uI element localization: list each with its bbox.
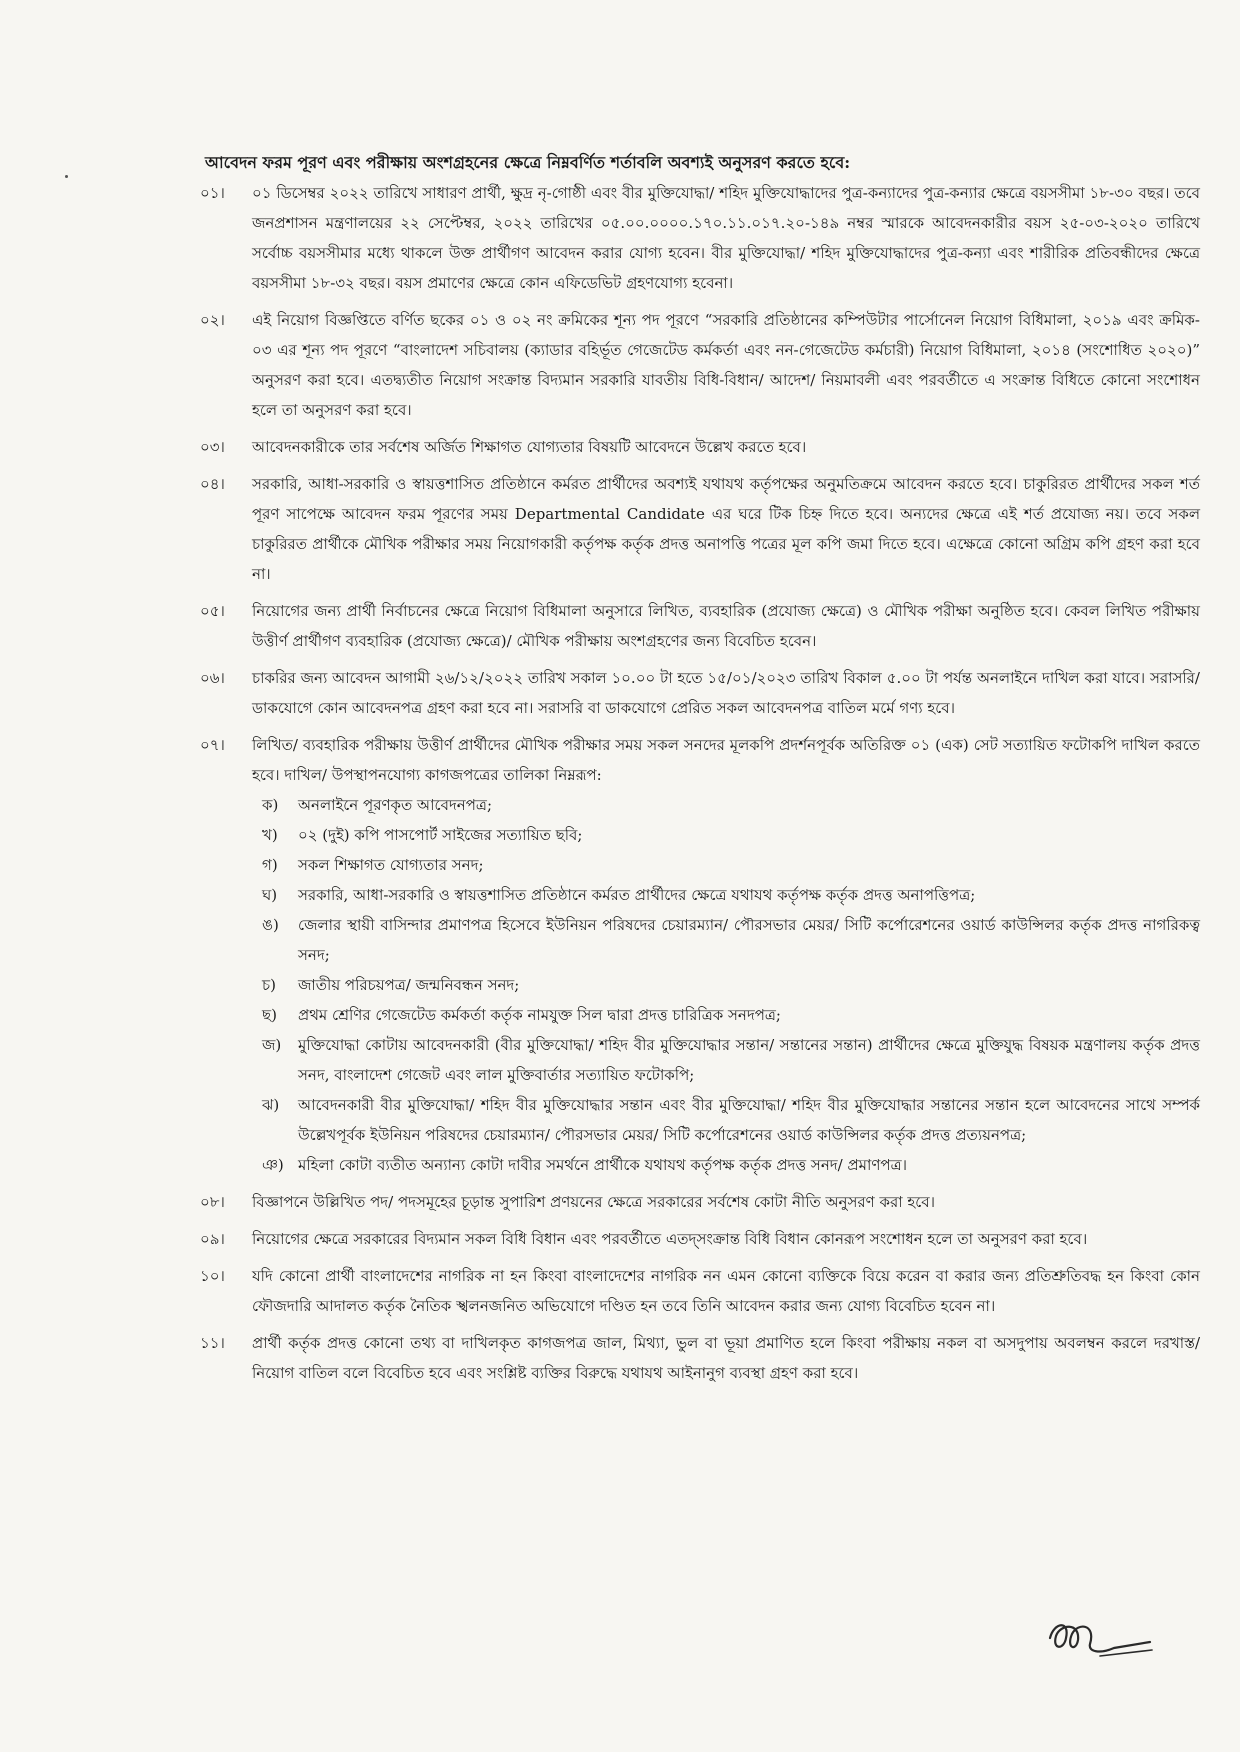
checklist-item [262, 880, 1200, 910]
signature-mark [1040, 1608, 1160, 1664]
checklist-letter: ক) [262, 796, 279, 814]
checklist-text: মহিলা কোটা ব্যতীত অন্যান্য কোটা দাবীর সমর্থনে প্রার্থীকে যথাযথ কর্তৃপক্ষ কর্তৃক প্রদত্ত সনদ/ প্রমাণপত্র। [298, 1156, 907, 1174]
condition-text: বিজ্ঞাপনে উল্লিখিত পদ/ পদসমূহের চূড়ান্ত সুপারিশ প্রণয়নের ক্ষেত্রে সরকারের সর্বশেষ কোটা নীতি অনুসরণ করা হবে। [252, 1193, 935, 1211]
checklist-letter: জ) [262, 1036, 282, 1054]
checklist-text: সকল শিক্ষাগত যোগ্যতার সনদ; [298, 856, 484, 874]
condition-number: ০২। [200, 311, 225, 329]
condition-text: এই নিয়োগ বিজ্ঞপ্তিতে বর্ণিত ছকের ০১ ও ০২ নং ক্রমিকের শূন্য পদ পূরণে “সরকারি প্রতিষ্ঠানের কম্পিউটার পার্সোনেল নিয়োগ বিধিমালা, ২০১৯ এবং ক্রমিক- ০৩ এর শূন্য পদ পূরণে “বাংলাদেশ সচিবালয় (ক্যাডার বহির্ভূত গেজেটেড কর্মকর্তা এবং নন-গেজেটেড কর্মচারী) নিয়োগ বিধিমালা, ২০১৪ (সংশোধিত ২০২০)” অনুসরণ করা হবে। এতদ্ব্যতীত নিয়োগ সংক্রান্ত বিদ্যমান সরকারি যাবতীয় বিধি-বিধান/ আদেশ/ নিয়মাবলী এবং পরবর্তীতে এ সংক্রান্ত বিধিতে কোনো সংশোধন হলে তা অনুসরণ করা হবে। [252, 311, 1200, 419]
condition-text: যদি কোনো প্রার্থী বাংলাদেশের নাগরিক না হন কিংবা বাংলাদেশের নাগরিক নন এমন কোনো ব্যক্তিকে বিয়ে করেন বা করার জন্য প্রতিশ্রুতিবদ্ধ হন কিংবা কোন ফৌজদারি আদালত কর্তৃক নৈতিক স্খলনজনিত অভিযোগে দণ্ডিত হন তবে তিনি আবেদন করার জন্য যোগ্য বিবেচিত হবেন না। [252, 1267, 1200, 1315]
scan-speck [65, 175, 68, 178]
condition-item [200, 1261, 1200, 1321]
checklist-letter: ঝ) [262, 1096, 280, 1114]
checklist-item [262, 850, 1200, 880]
condition-text: ০১ ডিসেম্বর ২০২২ তারিখে সাধারণ প্রার্থী, ক্ষুদ্র নৃ-গোষ্ঠী এবং বীর মুক্তিযোদ্ধা/ শহিদ মুক্তিযোদ্ধাদের পুত্র-কন্যাদের পুত্র-কন্যার ক্ষেত্রে বয়সসীমা ১৮-৩০ বছর। তবে জনপ্রশাসন মন্ত্রণালয়ের ২২ সেপ্টেম্বর, ২০২২ তারিখের ০৫.০০.০০০০.১৭০.১১.০১৭.২০-১৪৯ নম্বর স্মারকে আবেদনকারীর বয়স ২৫-০৩-২০২০ তারিখে সর্বোচ্চ বয়সসীমার মধ্যে থাকলে উক্ত প্রার্থীগণ আবেদন করার যোগ্য হবেন। বীর মুক্তিযোদ্ধা/ শহিদ মুক্তিযোদ্ধাদের পুত্র-কন্যা এবং শারীরিক প্রতিবন্ধীদের ক্ষেত্রে বয়সসীমা ১৮-৩২ বছর। বয়স প্রমাণের ক্ষেত্রে কোন এফিডেভিট গ্রহণযোগ্য হবেনা। [252, 184, 1200, 292]
condition-text: সরকারি, আধা-সরকারি ও স্বায়ত্তশাসিত প্রতিষ্ঠানে কর্মরত প্রার্থীদের অবশ্যই যথাযথ কর্তৃপক্ষের অনুমতিক্রমে আবেদন করতে হবে। চাকুরিরত প্রার্থীদের সকল শর্ত পূরণ সাপেক্ষে আবেদন ফরম পূরণের সময় Departmental Candidate এর ঘরে টিক চিহ্ন দিতে হবে। অন্যদের ক্ষেত্রে এই শর্ত প্রযোজ্য নয়। তবে সকল চাকুরিরত প্রার্থীকে মৌখিক পরীক্ষার সময় নিয়োগকারী কর্তৃপক্ষ কর্তৃক প্রদত্ত অনাপত্তি পত্রের মূল কপি জমা দিতে হবে। এক্ষেত্রে কোনো অগ্রিম কপি গ্রহণ করা হবে না। [252, 475, 1200, 583]
checklist-letter: ঙ) [262, 916, 279, 934]
checklist-text: অনলাইনে পূরণকৃত আবেদনপত্র; [298, 796, 493, 814]
condition-number: ০৭। [200, 736, 225, 754]
checklist-text: ০২ (দুই) কপি পাসপোর্ট সাইজের সত্যায়িত ছবি; [298, 826, 583, 844]
condition-item [200, 178, 1200, 298]
condition-number: ১০। [200, 1267, 225, 1285]
condition-number: ০৩। [200, 438, 225, 456]
condition-item [200, 469, 1200, 589]
checklist-letter: ছ) [262, 1006, 277, 1024]
checklist-item [262, 820, 1200, 850]
checklist-letter: খ) [262, 826, 278, 844]
checklist-letter: ঞ) [262, 1156, 284, 1174]
checklist-text: জাতীয় পরিচয়পত্র/ জন্মনিবন্ধন সনদ; [298, 976, 520, 994]
checklist-item [262, 1030, 1200, 1090]
condition-number: ০৮। [200, 1193, 225, 1211]
checklist-item [262, 970, 1200, 1000]
condition-number: ১১। [200, 1334, 225, 1352]
condition-text: নিয়োগের ক্ষেত্রে সরকারের বিদ্যমান সকল বিধি বিধান এবং পরবর্তীতে এতদ্সংক্রান্ত বিধি বিধান কোনরূপ সংশোধন হলে তা অনুসরণ করা হবে। [252, 1230, 1088, 1248]
condition-item [200, 1187, 1200, 1217]
condition-number: ০৪। [200, 475, 225, 493]
conditions-heading: আবেদন ফরম পূরণ এবং পরীক্ষায় অংশগ্রহনের ক্ষেত্রে নিম্নবর্ণিত শর্তাবলি অবশ্যই অনুসরণ করতে হবে: [205, 153, 851, 172]
condition-item [200, 1224, 1200, 1254]
checklist-letter: ঘ) [262, 886, 278, 904]
checklist-item [262, 1150, 1200, 1180]
condition-text: প্রার্থী কর্তৃক প্রদত্ত কোনো তথ্য বা দাখিলকৃত কাগজপত্র জাল, মিথ্যা, ভুল বা ভূয়া প্রমাণিত হলে কিংবা পরীক্ষায় নকল বা অসদুপায় অবলম্বন করলে দরখাস্ত/ নিয়োগ বাতিল বলে বিবেচিত হবে এবং সংশ্লিষ্ট ব্যক্তির বিরুদ্ধে যথাযথ আইনানুগ ব্যবস্থা গ্রহণ করা হবে। [252, 1334, 1200, 1382]
checklist-item [262, 790, 1200, 820]
checklist-text: সরকারি, আধা-সরকারি ও স্বায়ত্তশাসিত প্রতিষ্ঠানে কর্মরত প্রার্থীদের ক্ষেত্রে যথাযথ কর্তৃপক্ষ কর্তৃক প্রদত্ত অনাপত্তিপত্র; [298, 886, 976, 904]
checklist-text: প্রথম শ্রেণির গেজেটেড কর্মকর্তা কর্তৃক নামযুক্ত সিল দ্বারা প্রদত্ত চারিত্রিক সনদপত্র; [298, 1006, 781, 1024]
condition-text: নিয়োগের জন্য প্রার্থী নির্বাচনের ক্ষেত্রে নিয়োগ বিধিমালা অনুসারে লিখিত, ব্যবহারিক (প্রযোজ্য ক্ষেত্রে) ও মৌখিক পরীক্ষা অনুষ্ঠিত হবে। কেবল লিখিত পরীক্ষায় উত্তীর্ণ প্রার্থীগণ ব্যবহারিক (প্রযোজ্য ক্ষেত্রে)/ মৌখিক পরীক্ষায় অংশগ্রহণের জন্য বিবেচিত হবেন। [252, 602, 1200, 650]
condition-number: ০৯। [200, 1230, 225, 1248]
condition-number: ০৫। [200, 602, 225, 620]
condition-text: আবেদনকারীকে তার সর্বশেষ অর্জিত শিক্ষাগত যোগ্যতার বিষয়টি আবেদনে উল্লেখ করতে হবে। [252, 438, 807, 456]
condition-number: ০৬। [200, 669, 225, 687]
condition-text: চাকরির জন্য আবেদন আগামী ২৬/১২/২০২২ তারিখ সকাল ১০.০০ টা হতে ১৫/০১/২০২৩ তারিখ বিকাল ৫.০০ টা পর্যন্ত অনলাইনে দাখিল করা যাবে। সরাসরি/ ডাকযোগে কোন আবেদনপত্র গ্রহণ করা হবে না। সরাসরি বা ডাকযোগে প্রেরিত সকল আবেদনপত্র বাতিল মর্মে গণ্য হবে। [252, 669, 1200, 717]
conditions-list [200, 178, 1200, 1395]
checklist-text: জেলার স্থায়ী বাসিন্দার প্রমাণপত্র হিসেবে ইউনিয়ন পরিষদের চেয়ারম্যান/ পৌরসভার মেয়র/ সিটি কর্পোরেশনের ওয়ার্ড কাউন্সিলর কর্তৃক প্রদত্ত নাগরিকত্ব সনদ; [298, 916, 1200, 964]
document-checklist [252, 790, 1200, 1180]
condition-item [200, 1328, 1200, 1388]
condition-number: ০১। [200, 184, 225, 202]
condition-text: লিখিত/ ব্যবহারিক পরীক্ষায় উত্তীর্ণ প্রার্থীদের মৌখিক পরীক্ষার সময় সকল সনদের মূলকপি প্রদর্শনপূর্বক অতিরিক্ত ০১ (এক) সেট সত্যায়িত ফটোকপি দাখিল করতে হবে। দাখিল/ উপস্থাপনযোগ্য কাগজপত্রের তালিকা নিম্নরূপ: [252, 736, 1200, 784]
condition-item [200, 596, 1200, 656]
checklist-item [262, 1090, 1200, 1150]
checklist-letter: গ) [262, 856, 278, 874]
checklist-item [262, 910, 1200, 970]
checklist-text: মুক্তিযোদ্ধা কোটায় আবেদনকারী (বীর মুক্তিযোদ্ধা/ শহিদ বীর মুক্তিযোদ্ধার সন্তান/ সন্তানের সন্তান) প্রার্থীদের ক্ষেত্রে মুক্তিযুদ্ধ বিষয়ক মন্ত্রণালয় কর্তৃক প্রদত্ত সনদ, বাংলাদেশ গেজেট এবং লাল মুক্তিবার্তার সত্যায়িত ফটোকপি; [298, 1036, 1200, 1084]
condition-item [200, 730, 1200, 1180]
checklist-letter: চ) [262, 976, 276, 994]
checklist-item [262, 1000, 1200, 1030]
checklist-text: আবেদনকারী বীর মুক্তিযোদ্ধা/ শহিদ বীর মুক্তিযোদ্ধার সন্তান এবং বীর মুক্তিযোদ্ধা/ শহিদ বীর মুক্তিযোদ্ধার সন্তানের সন্তান হলে আবেদনের সাথে সম্পর্ক উল্লেখপূর্বক ইউনিয়ন পরিষদের চেয়ারম্যান/ পৌরসভার মেয়র/ সিটি কর্পোরেশনের ওয়ার্ড কাউন্সিলর কর্তৃক প্রদত্ত প্রত্যয়নপত্র; [298, 1096, 1200, 1144]
condition-item [200, 663, 1200, 723]
condition-item [200, 432, 1200, 462]
condition-item [200, 305, 1200, 425]
